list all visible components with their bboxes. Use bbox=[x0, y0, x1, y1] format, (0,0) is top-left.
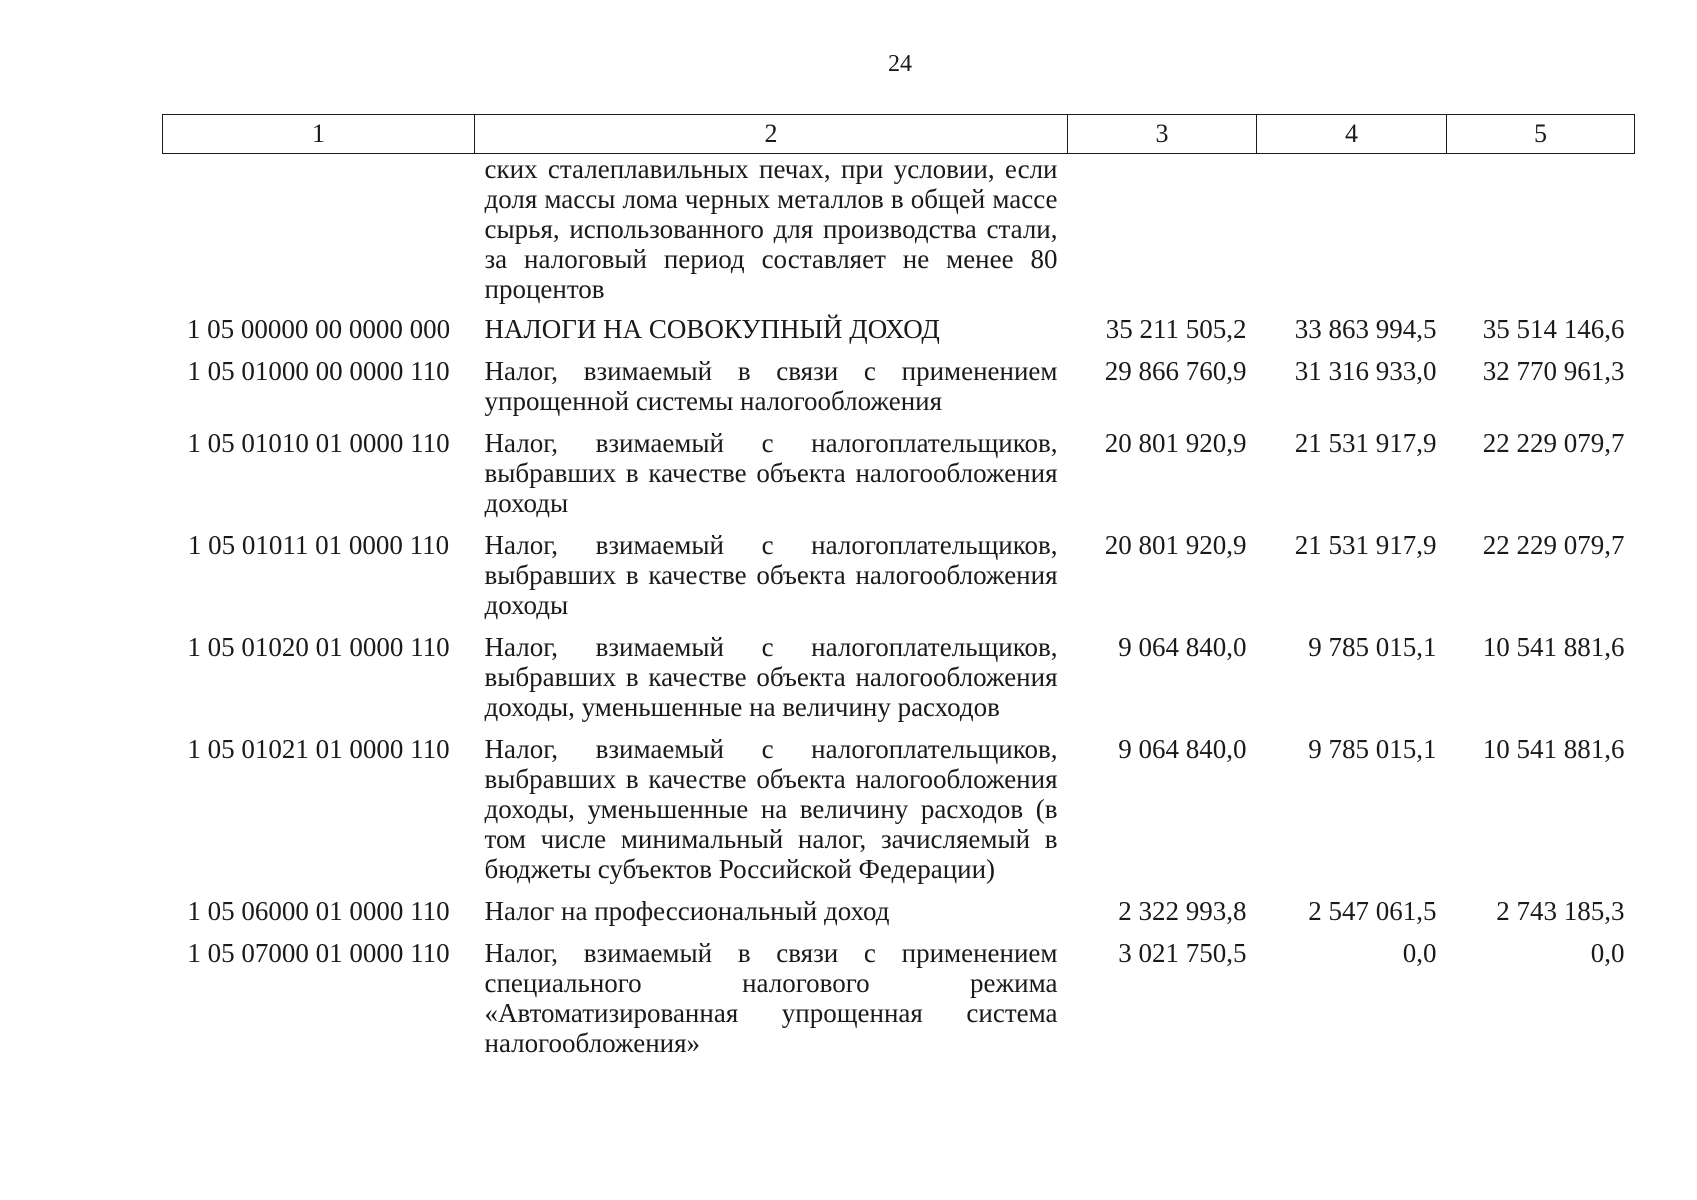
row-name: Налог на профессиональный доход bbox=[484, 896, 890, 926]
row-value-col3: 29 866 760,9 bbox=[1104, 356, 1247, 386]
table-row-continuation bbox=[163, 154, 1635, 311]
column-header-2: 2 bbox=[475, 115, 1068, 154]
column-header-1: 1 bbox=[163, 115, 475, 154]
row-value-col5: 32 770 961,3 bbox=[1482, 356, 1625, 386]
row-value-col4: 21 531 917,9 bbox=[1294, 530, 1437, 560]
row-value-col5: 10 541 881,6 bbox=[1482, 734, 1625, 764]
row-value-col5: 35 514 146,6 bbox=[1482, 314, 1625, 344]
table-row bbox=[163, 892, 1635, 934]
table-row bbox=[163, 730, 1635, 892]
row-value-col3: 20 801 920,9 bbox=[1104, 428, 1247, 458]
column-header-5: 5 bbox=[1447, 115, 1635, 154]
table-row bbox=[163, 352, 1635, 424]
row-value-col3: 9 064 840,0 bbox=[1118, 734, 1247, 764]
row-value-col3: 3 021 750,5 bbox=[1118, 938, 1247, 968]
table-body bbox=[163, 154, 1635, 1067]
row-name: Налог, взимаемый с налогоплательщиков, выбравших в качестве объекта налогообложения доходы, уменьшенные на величину расходов bbox=[484, 632, 1058, 722]
row-code: 1 05 07000 01 0000 110 bbox=[187, 938, 450, 968]
row-name: Налог, взимаемый с налогоплательщиков, выбравших в качестве объекта налогообложения доходы bbox=[484, 428, 1058, 518]
row-name: Налог, взимаемый в связи с применением специального налогового режима «Автоматизированная упрощенная система налогообложения» bbox=[484, 938, 1058, 1058]
row-value-col4: 21 531 917,9 bbox=[1294, 428, 1437, 458]
column-header-4: 4 bbox=[1257, 115, 1447, 154]
row-value-col4: 2 547 061,5 bbox=[1308, 896, 1437, 926]
row-code: 1 05 01021 01 0000 110 bbox=[187, 734, 450, 764]
row-value-col5 bbox=[1447, 154, 1635, 311]
row-value-col5: 0,0 bbox=[1590, 938, 1625, 968]
row-code: 1 05 00000 00 0000 000 bbox=[186, 314, 451, 344]
table-header bbox=[163, 115, 1635, 154]
column-header-3: 3 bbox=[1068, 115, 1257, 154]
row-value-col3 bbox=[1068, 154, 1257, 311]
table-row bbox=[163, 424, 1635, 526]
row-value-col4: 31 316 933,0 bbox=[1294, 356, 1437, 386]
table-row bbox=[163, 934, 1635, 1066]
table-row bbox=[163, 310, 1635, 352]
row-name: Налог, взимаемый с налогоплательщиков, выбравших в качестве объекта налогообложения доходы, уменьшенные на величину расходов (в том числе минимальный налог, зачисляемый в бюджеты субъектов Российской Федерации) bbox=[484, 734, 1058, 884]
row-name: Налог, взимаемый в связи с применением упрощенной системы налогообложения bbox=[484, 356, 1058, 416]
row-name: ских сталеплавильных печах, при условии, если доля массы лома черных металлов в общей массе сырья, использованного для производства стали, за налоговый период составляет не менее 80 процентов bbox=[484, 154, 1058, 304]
row-name: НАЛОГИ НА СОВОКУПНЫЙ ДОХОД bbox=[484, 314, 940, 344]
row-value-col5: 22 229 079,7 bbox=[1482, 428, 1625, 458]
row-code bbox=[163, 154, 475, 311]
row-value-col5: 22 229 079,7 bbox=[1482, 530, 1625, 560]
table-row bbox=[163, 628, 1635, 730]
row-value-col4: 33 863 994,5 bbox=[1294, 314, 1437, 344]
row-value-col3: 20 801 920,9 bbox=[1104, 530, 1247, 560]
table-row bbox=[163, 526, 1635, 628]
row-code: 1 05 01010 01 0000 110 bbox=[187, 428, 450, 458]
row-value-col5: 2 743 185,3 bbox=[1496, 896, 1625, 926]
row-value-col4: 9 785 015,1 bbox=[1308, 734, 1437, 764]
row-code: 1 05 01011 01 0000 110 bbox=[187, 530, 450, 560]
row-code: 1 05 06000 01 0000 110 bbox=[187, 896, 450, 926]
row-code: 1 05 01020 01 0000 110 bbox=[187, 632, 450, 662]
row-value-col5: 10 541 881,6 bbox=[1482, 632, 1625, 662]
row-code: 1 05 01000 00 0000 110 bbox=[187, 356, 450, 386]
row-value-col3: 35 211 505,2 bbox=[1105, 314, 1247, 344]
row-value-col4: 9 785 015,1 bbox=[1308, 632, 1437, 662]
row-value-col4: 0,0 bbox=[1402, 938, 1437, 968]
budget-revenue-table bbox=[162, 114, 1635, 1066]
row-value-col3: 9 064 840,0 bbox=[1118, 632, 1247, 662]
row-value-col4 bbox=[1257, 154, 1447, 311]
table-header-row bbox=[163, 115, 1635, 154]
row-name: Налог, взимаемый с налогоплательщиков, выбравших в качестве объекта налогообложения доходы bbox=[484, 530, 1058, 620]
row-value-col3: 2 322 993,8 bbox=[1118, 896, 1247, 926]
page-number: 24 bbox=[888, 51, 912, 77]
